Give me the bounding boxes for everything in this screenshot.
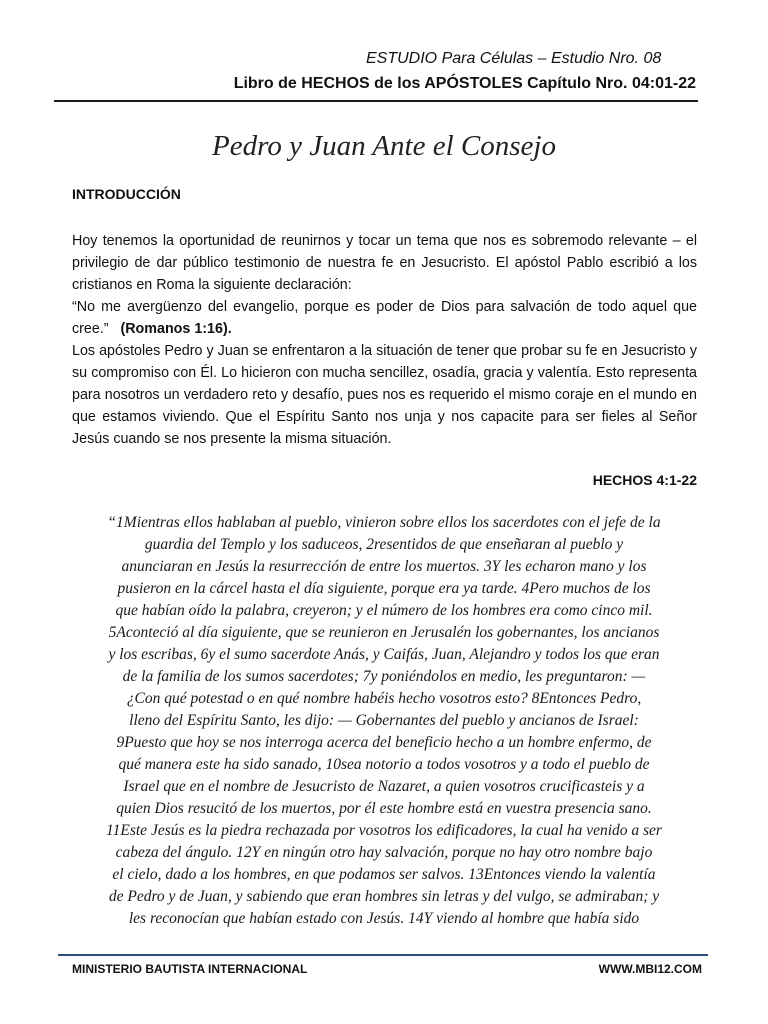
passage-reference: HECHOS 4:1-22 (592, 472, 697, 488)
scripture-line: “1Mientras ellos hablaban al pueblo, vinieron sobre ellos los sacerdotes con el jefe de la (107, 514, 661, 531)
header-book-chapter: Libro de HECHOS de los APÓSTOLES Capítulo Nro. 04:01-22 (233, 75, 696, 92)
header-divider (54, 100, 698, 102)
scripture-line: quien Dios resucitó de los muertos, por él este hombre está en vuestra presencia sano. (116, 800, 652, 817)
introduction-paragraph-2: Los apóstoles Pedro y Juan se enfrentaron a la situación de tener que probar su fe en Jesucristo y su compromiso con Él. Lo hicieron con mucha sencillez, osadía, gracia y valentía. Esto representa para nosotros un verdadero reto y desafío, pues nos es requerido el mismo coraje en el mundo en que estamos viviendo. Que el Espíritu Santo nos unja y nos capacite para ser fieles al Señor Jesús cuando se nos presente la misma situación. (72, 343, 697, 447)
scripture-line: 9Puesto que hoy se nos interroga acerca del beneficio hecho a un hombre enfermo, de (116, 734, 652, 751)
scripture-line: de la familia de los sumos sacerdotes; 7y poniéndolos en medio, les preguntaron: — (122, 668, 646, 685)
header-study-label: ESTUDIO Para Células – Estudio Nro. 08 (366, 50, 662, 67)
scripture-line: anunciaran en Jesús la resurrección de entre los muertos. 3Y les echaron mano y los (121, 558, 647, 575)
scripture-line: 5Aconteció al día siguiente, que se reunieron en Jerusalén los gobernantes, los ancianos (108, 624, 660, 641)
introduction-heading: INTRODUCCIÓN (72, 186, 181, 202)
footer-website-link[interactable]: WWW.MBI12.COM (598, 962, 702, 976)
scripture-line: pusieron en la cárcel hasta el día siguiente, porque era ya tarde. 4Pero muchos de los (117, 580, 651, 597)
scripture-passage (58, 512, 710, 930)
page-title: Pedro y Juan Ante el Consejo (212, 130, 556, 162)
footer-divider (58, 954, 708, 956)
scripture-line: 11Este Jesús es la piedra rechazada por vosotros los edificadores, la cual ha venido a ser (106, 822, 662, 839)
scripture-line: guardia del Templo y los saduceos, 2resentidos de que enseñaran al pueblo y (144, 536, 624, 553)
scripture-line: cabeza del ángulo. 12Y en ningún otro hay salvación, porque no hay otro nombre bajo (115, 844, 653, 861)
footer-ministry-name: MINISTERIO BAUTISTA INTERNACIONAL (72, 962, 308, 976)
scripture-line: qué manera este ha sido sanado, 10sea notorio a todos vosotros y a todo el pueblo de (118, 756, 650, 773)
scripture-line: Israel que en el nombre de Jesucristo de Nazaret, a quien vosotros crucificasteis y a (123, 778, 645, 795)
introduction-body (72, 230, 697, 450)
romans-quote: “No me avergüenzo del evangelio, porque es poder de Dios para salvación de todo aquel que cree.” (72, 299, 697, 337)
scripture-line: que habían oído la palabra, creyeron; y el número de los hombres era como cinco mil. (115, 602, 653, 619)
scripture-line: y los escribas, 6y el sumo sacerdote Anás, y Caifás, Juan, Alejandro y todos los que eran (108, 646, 660, 663)
romans-reference: (Romanos 1:16). (120, 321, 232, 337)
scripture-line: les reconocían que habían estado con Jesús. 14Y viendo al hombre que había sido (128, 910, 640, 927)
scripture-line: lleno del Espíritu Santo, les dijo: — Gobernantes del pueblo y ancianos de Israel: (129, 712, 639, 729)
scripture-line: ¿Con qué potestad o en qué nombre habéis hecho vosotros esto? 8Entonces Pedro, (126, 690, 642, 707)
introduction-paragraph-1: Hoy tenemos la oportunidad de reunirnos y tocar un tema que nos es sobremodo relevante – el privilegio de dar público testimonio de nuestra fe en Jesucristo. El apóstol Pablo escribió a los cristianos en Roma la siguiente declaración: (72, 233, 697, 293)
introduction-quote-paragraph (72, 296, 697, 340)
scripture-line: de Pedro y de Juan, y sabiendo que eran hombres sin letras y del vulgo, se admiraban; y (108, 888, 660, 905)
scripture-line: el cielo, dado a los hombres, en que podamos ser salvos. 13Entonces viendo la valentía (112, 866, 656, 883)
